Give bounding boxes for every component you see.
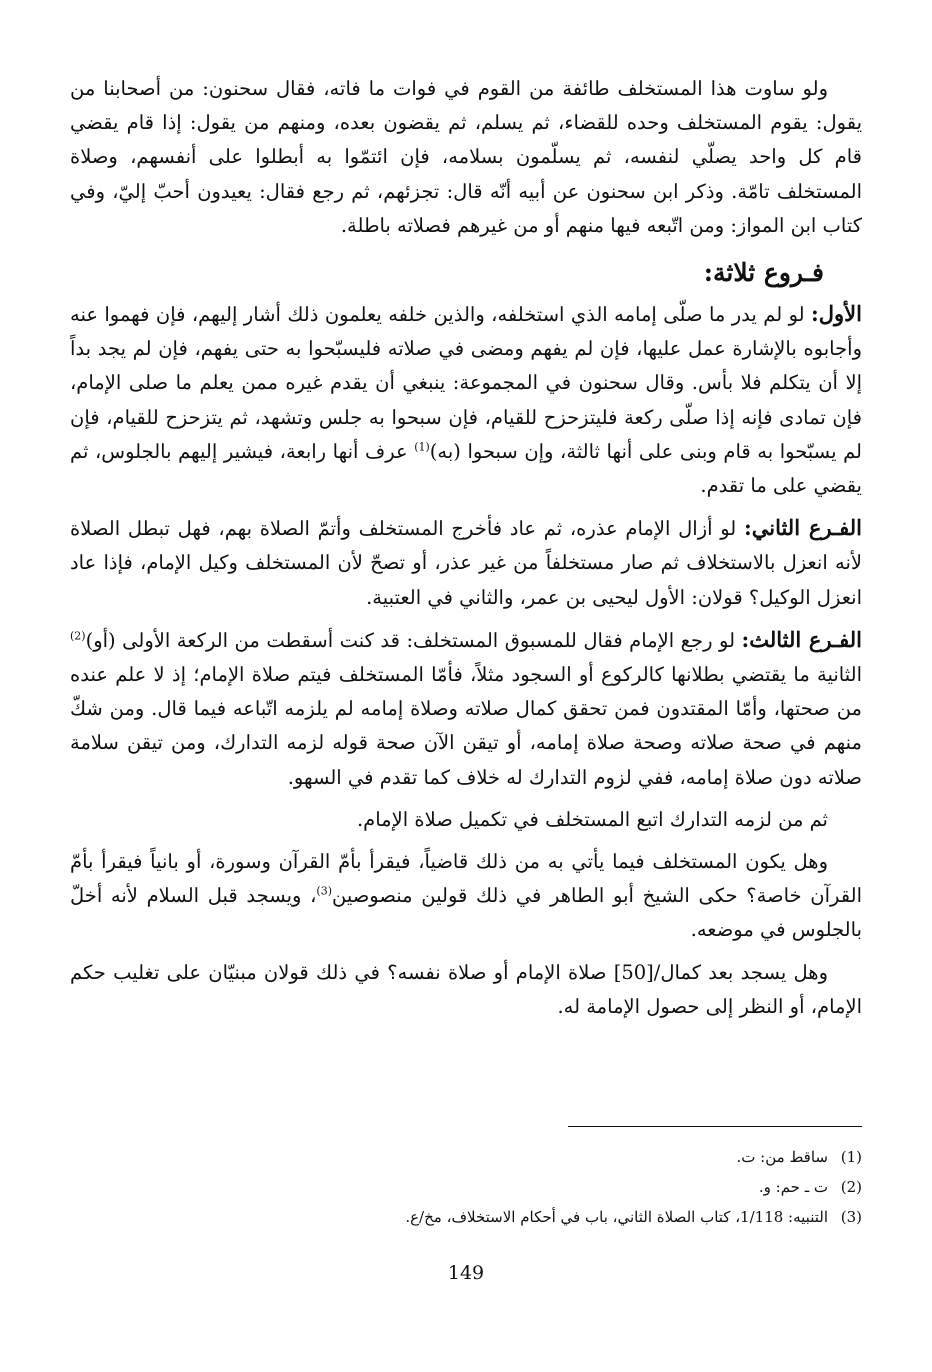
footnote-2	[70, 1172, 862, 1202]
second-branch-label: الفـرع الثاني:	[743, 515, 862, 541]
qadi-text-b: ، ويسجد قبل السلام لأنه أخلّ بالجلوس في موضعه.	[70, 884, 862, 942]
footnote-number: (1)	[840, 1148, 862, 1166]
footnote-divider	[568, 1126, 862, 1127]
first-branch-label: الأول:	[811, 301, 862, 327]
first-branch-text-a: لو لم يدر ما صلّى إمامه الذي استخلفه، والذين خلفه يعلمون ذلك أشار إليهم، فإن فهموا عنه وأجابوه بالإشارة عمل عليها، فإن لم يفهم ومضى في صلاته فليسبّحوا به حتى يفهم، فإن لم يجد بداً إلا أن يتكلم فلا بأس. وقال سحنون في المجموعة: ينبغي أن يقدم غيره ممن يعلم ما صلى الإمام، فإن تمادى فإنه إذا صلّى ركعة فليتزحزح للقيام، فإن سبحوا به جلس وتشهد، ثم يتزحزح للقيام، فإن لم يسبّحوا به قام وبنى على أنها ثالثة، وإن سبحوا (به)	[70, 303, 862, 463]
paragraph-intro: ولو ساوت هذا المستخلف طائفة من القوم في فوات ما فاته، فقال سحنون: من أصحابنا من يقول: يقوم المستخلف وحده للقضاء، ثم يسلم، ثم يقضون بعده، ومنهم من يقول: إذا قام يقضي قام كل واحد يصلّي لنفسه، ثم يسلّمون بسلامه، فإن ائتمّوا به أبطلوا على أنفسهم، وصلاة المستخلف تامّة. وذكر ابن سحنون عن أبيه أنّه قال: تجزئهم، ثم رجع فقال: يعيدون أحبّ إليّ، وفي كتاب ابن المواز: ومن اتّبعه فيها منهم أو من غيرهم فصلاته باطلة.	[70, 77, 862, 237]
first-branch-text-b: عرف أنها رابعة، فيشير إليهم بالجلوس، ثم يقضي على ما تقدم.	[70, 439, 862, 498]
paragraph-tadaruk: ثم من لزمه التدارك اتبع المستخلف في تكميل صلاة الإمام.	[356, 807, 828, 831]
paragraph-second-branch	[70, 511, 862, 615]
footnote-1	[70, 1142, 862, 1172]
paragraph-qadi-or-bani	[70, 845, 862, 948]
section-heading: فـروع ثلاثة:	[703, 258, 824, 288]
paragraph-third-branch	[70, 623, 862, 795]
footnotes	[70, 1142, 862, 1232]
footnote-ref-1: (1)	[414, 440, 430, 454]
footnote-3	[70, 1202, 862, 1232]
footnote-number: (2)	[840, 1178, 862, 1196]
third-branch-label: الفـرع الثالث:	[741, 626, 862, 652]
footnote-number: (3)	[840, 1208, 862, 1226]
footnote-text: التنبيه: 1/118، كتاب الصلاة الثاني، باب في أحكام الاستخلاف، مخ/ع.	[405, 1208, 828, 1226]
footnote-text: ت ـ حم: و.	[758, 1178, 828, 1196]
third-branch-text-b: الثانية ما يقتضي بطلانها كالركوع أو السجود مثلاً، فأمّا المستخلف فيتم صلاة الإمام؛ إذ لا علم عنده من صحتها، وأمّا المقتدون فمن تحقق كمال صلاته وصلاة إمامه لم يلزمه اتّباعه فيما قال. ومن شكّ منهم في صحة صلاته وصحة صلاة إمامه، أو تيقن الآن صحة قوله لزمه التدارك، ومن تيقن سلامة صلاته دون صلاة إمامه، ففي لزوم التدارك له خلاف كما تقدم في السهو.	[70, 663, 862, 789]
footnote-text: ساقط من: ت.	[736, 1148, 828, 1166]
qadi-text-a: وهل يكون المستخلف فيما يأتي به من ذلك قاضياً، فيقرأ بأمّ القرآن وسورة، أو بانياً فيقرأ بأمّ القرآن خاصة؟ حكى الشيخ أبو الطاهر في ذلك قولين منصوصين	[70, 850, 862, 908]
paragraph-first-branch	[70, 297, 862, 503]
footnote-ref-3: (3)	[316, 884, 332, 898]
page-number: 149	[447, 1262, 485, 1284]
second-branch-text: لو أزال الإمام عذره، ثم عاد فأخرج المستخلف وأتمّ الصلاة بهم، فهل تبطل الصلاة لأنه انعزل بالاستخلاف ثم صار مستخلفاً من غير عذر، أو تصحّ لأن المستخلف وكيل الإمام، فإذا عاد انعزل الوكيل؟ قولان: الأول ليحيى بن عمر، والثاني في العتبية.	[70, 517, 862, 609]
third-branch-text-a: لو رجع الإمام فقال للمسبوق المستخلف: قد كنت أسقطت من الركعة الأولى (أو)	[85, 628, 742, 652]
paragraph-sujud: وهل يسجد بعد كمال/[50] صلاة الإمام أو صلاة نفسه؟ في ذلك قولان مبنيّان على تغليب حكم الإمام، أو النظر إلى حصول الإمامة له.	[70, 960, 862, 1018]
footnote-ref-2: (2)	[70, 629, 86, 643]
